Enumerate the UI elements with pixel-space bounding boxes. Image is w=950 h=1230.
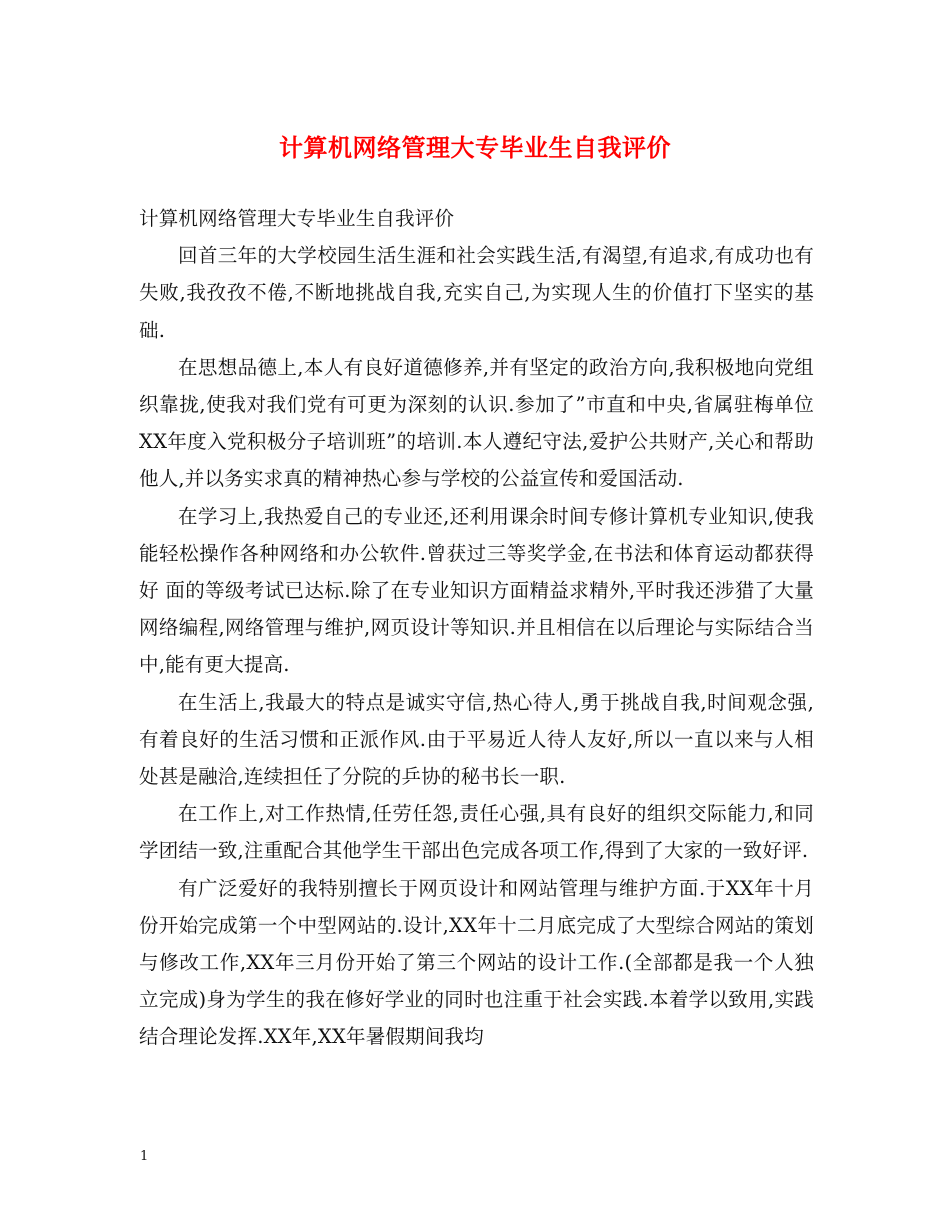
paragraph-work: 在工作上,对工作热情,任劳任怨,责任心强,具有良好的组织交际能力,和同学团结一致,注重配合其他学生干部出色完成各项工作,得到了大家的一致好评. <box>139 802 814 863</box>
document-title: 计算机网络管理大专毕业生自我评价 <box>279 133 671 162</box>
paragraph-study: 在学习上,我热爱自己的专业还,还利用课余时间专修计算机专业知识,使我能轻松操作各种网络和办公软件.曾获过三等奖学金,在书法和体育运动都获得好 面的等级考试已达标.除了在专业知识方面精益求精外,平时我还涉猎了大量网络编程,网络管理与维护,网页设计等知识.并且相信在以后理论与实际结合当中,能有更大提高. <box>139 504 814 677</box>
paragraph-ideology: 在思想品德上,本人有良好道德修养,并有坚定的政治方向,我积极地向党组织靠拢,使我对我们党有可更为深刻的认识.参加了”市直和中央,省属驻梅单位XX年度入党积极分子培训班”的培训.本人遵纪守法,爱护公共财产,关心和帮助他人,并以务实求真的精神热心参与学校的公益宣传和爱国活动. <box>139 355 814 491</box>
document-subtitle: 计算机网络管理大专毕业生自我评价 <box>139 207 455 230</box>
paragraph-hobbies: 有广泛爱好的我特别擅长于网页设计和网站管理与维护方面.于XX年十月份开始完成第一个中型网站的.设计,XX年十二月底完成了大型综合网站的策划与修改工作,XX年三月份开始了第三个网站的设计工作.(全部都是我一个人独立完成)身为学生的我在修好学业的同时也注重于社会实践.本着学以致用,实践结合理论发挥.XX年,XX年暑假期间我均 <box>139 876 814 1049</box>
document-body <box>139 200 814 1056</box>
paragraph-life: 在生活上,我最大的特点是诚实守信,热心待人,勇于挑战自我,时间观念强,有着良好的生活习惯和正派作风.由于平易近人待人友好,所以一直以来与人相处甚是融洽,连续担任了分院的乒协的秘书长一职. <box>139 690 814 789</box>
paragraph-intro: 回首三年的大学校园生活生涯和社会实践生活,有渴望,有追求,有成功也有失败,我孜孜不倦,不断地挑战自我,充实自己,为实现人生的价值打下坚实的基础. <box>139 244 814 342</box>
page-number: 1 <box>140 1149 149 1164</box>
